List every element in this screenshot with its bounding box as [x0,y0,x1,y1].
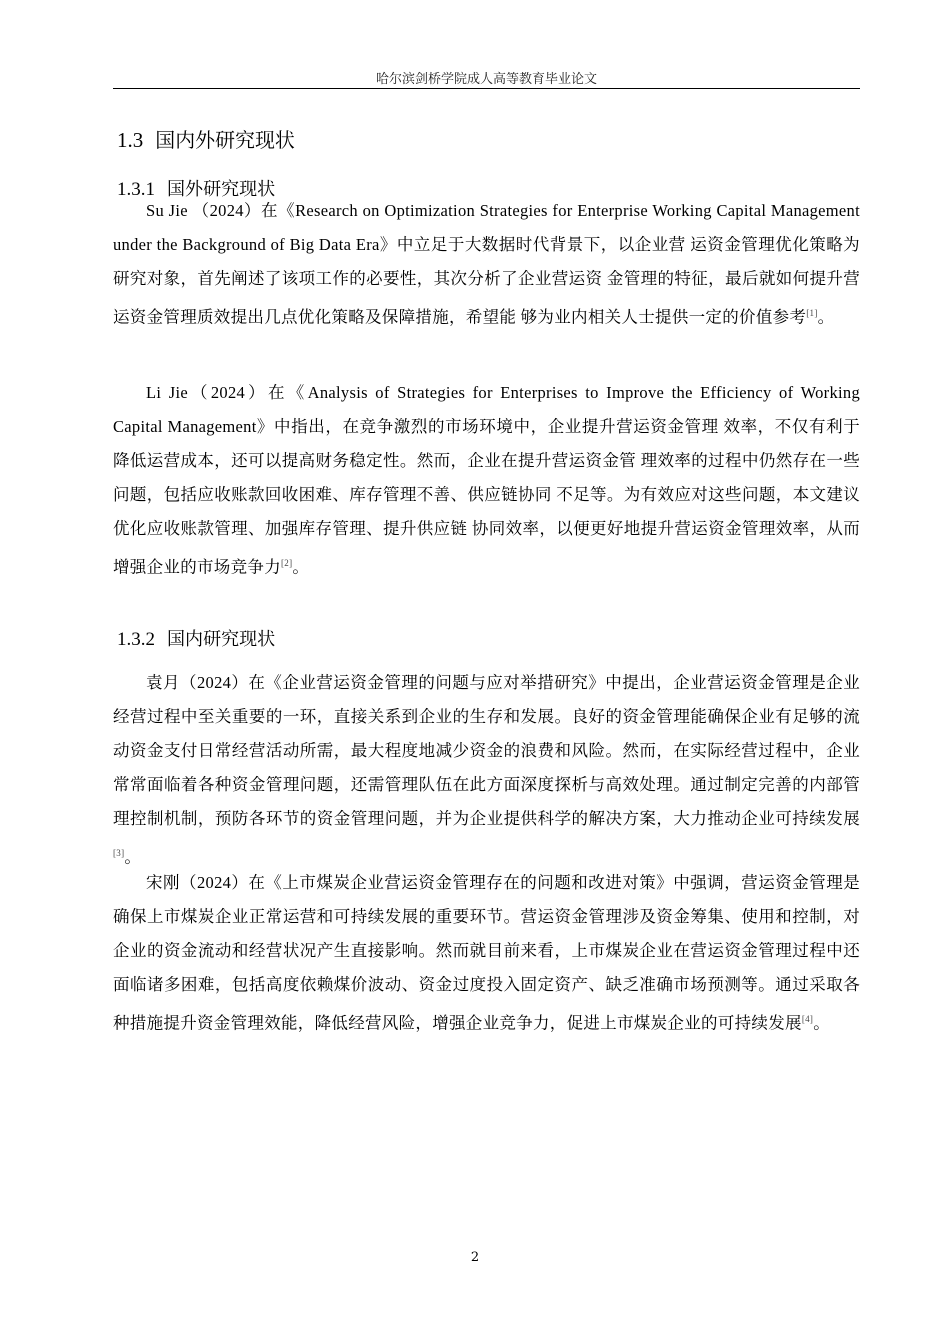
citation-3: [3] [113,848,125,858]
paragraph-end: 。 [817,307,835,327]
page-number: 2 [470,1250,480,1265]
subsection-title: 国内研究现状 [167,629,276,650]
paragraph-text: 宋刚（2024）在《上市煤炭企业营运资金管理存在的问题和改进对策》中强调，营运资金管理是确保上市煤炭企业正常运营和可持续发展的重要环节。营运资金管理涉及资金筹集、使用和控制，对企业的资金流动和经营状况产生直接影响。然而就目前来看，上市煤炭企业在营运资金管理过程中还面临诸多困难，包括高度依赖煤价波动、资金过度投入固定资产、缺乏准确市场预测等。通过采取各种措施提升资金管理效能，降低经营风险，增强企业竞争力，促进上市煤炭企业的可持续发展 [113,873,860,1033]
paragraph-text: Li Jie（2024）在《Analysis of Strategies for Enterprises to Improve the Efficiency of Working Capital Management》中指出，在竞争激烈的市场环境中，企业提升营运资金管理 效率，不仅有利于降低运营成本，还可以提高财务稳定性。然而，企业在提升营运资金管 理效率的过程中仍然存在一些问题，包括应收账款回收困难、库存管理不善、供应链协同 不足等。为有效应对这些问题，本文建议优化应收账款管理、加强库存管理、提升供应链 协同效率，以便更好地提升营运资金管理效率，从而增强企业的市场竞争力 [113,383,860,577]
header-rule [113,88,860,89]
section-number: 1.3 [117,128,144,152]
paragraph-yuan-yue [113,666,860,875]
subsection-number: 1.3.1 [117,179,155,200]
paragraph-text: 袁月（2024）在《企业营运资金管理的问题与应对举措研究》中提出，企业营运资金管理是企业经营过程中至关重要的一环，直接关系到企业的生存和发展。良好的资金管理能确保企业有足够的流动资金支付日常经营活动所需，最大程度地减少资金的浪费和风险。然而，在实际经营过程中，企业常常面临着各种资金管理问题，还需管理队伍在此方面深度探析与高效处理。通过制定完善的内部管理控制机制，预防各环节的资金管理问题，并为企业提供科学的解决方案，大力推动企业可持续发展 [113,673,860,828]
section-heading [117,124,295,153]
subsection-number: 1.3.2 [117,629,155,650]
paragraph-li-jie [113,376,860,585]
paragraph-song-gang [113,866,860,1041]
citation-2: [2] [281,558,293,568]
paragraph-end: 。 [813,1013,831,1033]
citation-4: [4] [801,1014,814,1024]
page-header: 哈尔滨剑桥学院成人高等教育毕业论文 [375,72,597,87]
subsection-heading-domestic [117,625,275,651]
section-title: 国内外研究现状 [155,128,295,152]
paragraph-text: Su Jie （2024）在《Research on Optimization Strategies for Enterprise Working Capital Management under the Background of Big Data Era》中立足于大数据时代背景下，以企业营 运资金管理优化策略为研究对象，首先阐述了该项工作的必要性，其次分析了企业营运资 金管理的特征，最后就如何提升营运资金管理质效提出几点优化策略及保障措施，希望能 够为业内相关人士提供一定的价值参考 [113,201,860,327]
paragraph-end: 。 [292,557,310,577]
paragraph-end: 。 [124,847,142,867]
paragraph-su-jie [113,194,860,335]
subsection-title: 国外研究现状 [167,179,276,200]
citation-1: [1] [806,308,818,318]
